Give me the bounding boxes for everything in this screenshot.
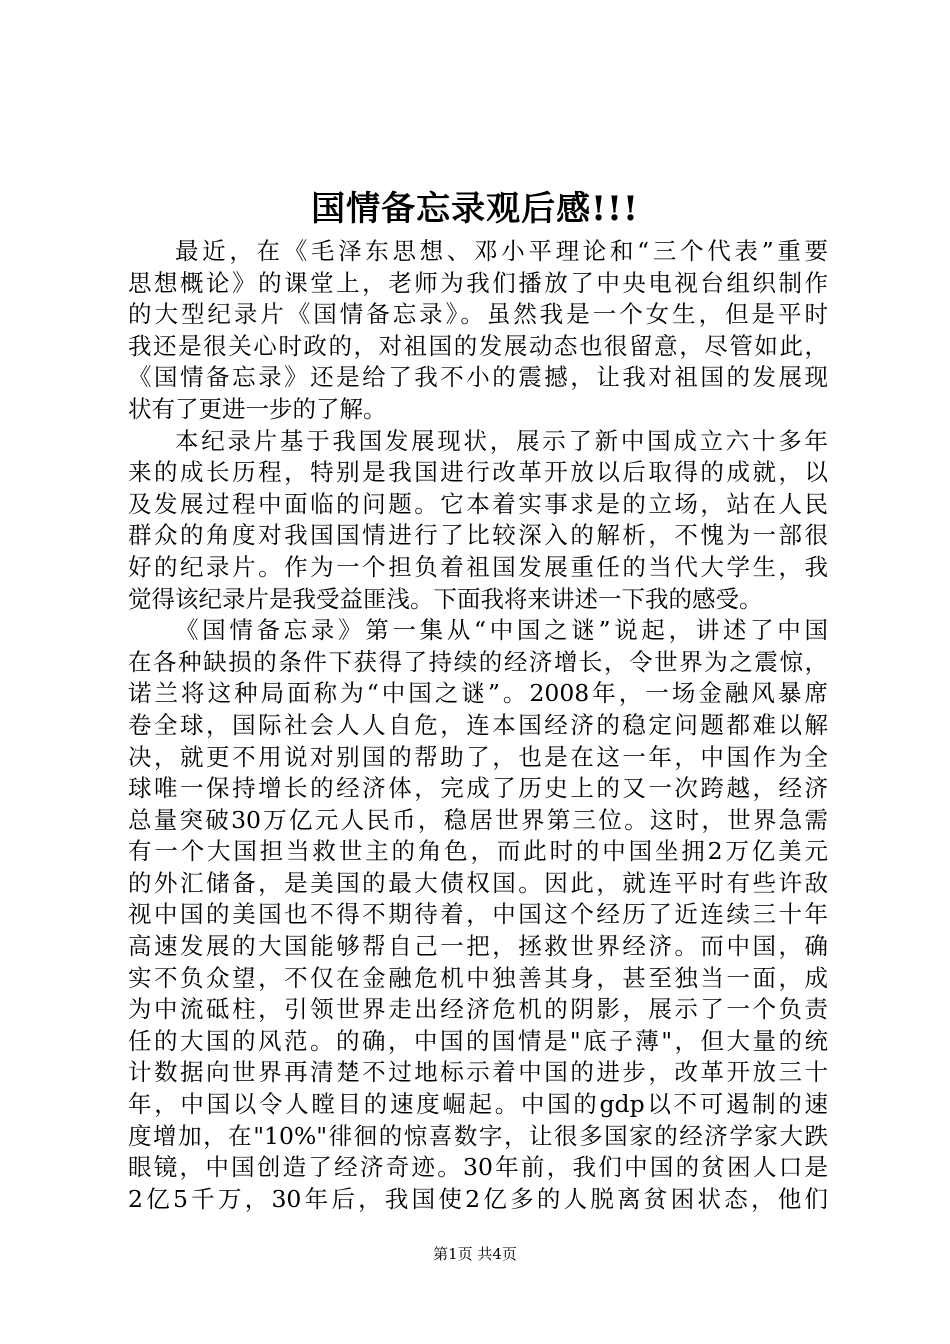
text-line: 我还是很关心时政的，对祖国的发展动态也很留意，尽管如此， (128, 331, 828, 360)
document-title: 国情备忘录观后感!!! (311, 189, 639, 229)
text-line: 度增加，在"10%"徘徊的惊喜数字，让很多国家的经济学家大跌 (128, 1121, 828, 1150)
text-line: 为中流砥柱，引领世界走出经济危机的阴影，展示了一个负责 (128, 995, 828, 1024)
text-line: 《国情备忘录》第一集从“中国之谜”说起，讲述了中国 (175, 616, 828, 645)
text-line: 最近，在《毛泽东思想、邓小平理论和“三个代表”重要 (175, 237, 828, 265)
text-line: 觉得该纪录片是我受益匪浅。下面我将来讲述一下我的感受。 (128, 584, 763, 613)
document-body (128, 236, 828, 1215)
text-line: 眼镜，中国创造了经济奇迹。30年前，我们中国的贫困人口是 (128, 1153, 828, 1182)
text-line: 思想概论》的课堂上，老师为我们播放了中央电视台组织制作 (128, 268, 828, 297)
text-line: 本纪录片基于我国发展现状，展示了新中国成立六十多年 (175, 426, 828, 455)
text-line: 在各种缺损的条件下获得了持续的经济增长，令世界为之震惊， (128, 647, 828, 676)
text-line: 实不负众望，不仅在金融危机中独善其身，甚至独当一面，成 (128, 963, 828, 992)
text-line: 任的大国的风范。的确，中国的国情是"底子薄"，但大量的统 (128, 1026, 828, 1055)
text-line: 高速发展的大国能够帮自己一把，拯救世界经济。而中国，确 (128, 932, 828, 961)
text-line: 决，就更不用说对别国的帮助了，也是在这一年，中国作为全 (128, 742, 828, 771)
page-footer: 第1页 共4页 (433, 1245, 517, 1263)
text-line: 2亿5千万，30年后，我国使2亿多的人脱离贫困状态，他们 (128, 1184, 828, 1213)
text-line: 视中国的美国也不得不期待着，中国这个经历了近连续三十年 (128, 900, 828, 929)
text-line: 状有了更进一步的了解。 (128, 394, 387, 423)
text-line: 《国情备忘录》还是给了我不小的震撼，让我对祖国的发展现 (128, 363, 828, 392)
text-line: 群众的角度对我国国情进行了比较深入的解析，不愧为一部很 (128, 521, 828, 550)
text-line: 卷全球，国际社会人人自危，连本国经济的稳定问题都难以解 (128, 710, 828, 739)
text-line: 球唯一保持增长的经济体，完成了历史上的又一次跨越，经济 (128, 774, 828, 803)
text-line: 总量突破30万亿元人民币，稳居世界第三位。这时，世界急需 (128, 805, 828, 834)
text-line: 诺兰将这种局面称为“中国之谜”。2008年，一场金融风暴席 (128, 679, 828, 708)
text-line: 好的纪录片。作为一个担负着祖国发展重任的当代大学生，我 (128, 552, 828, 581)
text-line: 及发展过程中面临的问题。它本着实事求是的立场，站在人民 (128, 489, 828, 518)
text-line: 计数据向世界再清楚不过地标示着中国的进步，改革开放三十 (128, 1058, 828, 1087)
text-line: 年，中国以令人瞠目的速度崛起。中国的gdp以不可遏制的速 (128, 1090, 828, 1119)
text-line: 的大型纪录片《国情备忘录》。虽然我是一个女生，但是平时 (128, 300, 828, 329)
text-line: 的外汇储备，是美国的最大债权国。因此，就连平时有些许敌 (128, 868, 828, 897)
text-line: 有一个大国担当救世主的角色，而此时的中国坐拥2万亿美元 (128, 837, 828, 866)
text-line: 来的成长历程，特别是我国进行改革开放以后取得的成就，以 (128, 458, 828, 487)
